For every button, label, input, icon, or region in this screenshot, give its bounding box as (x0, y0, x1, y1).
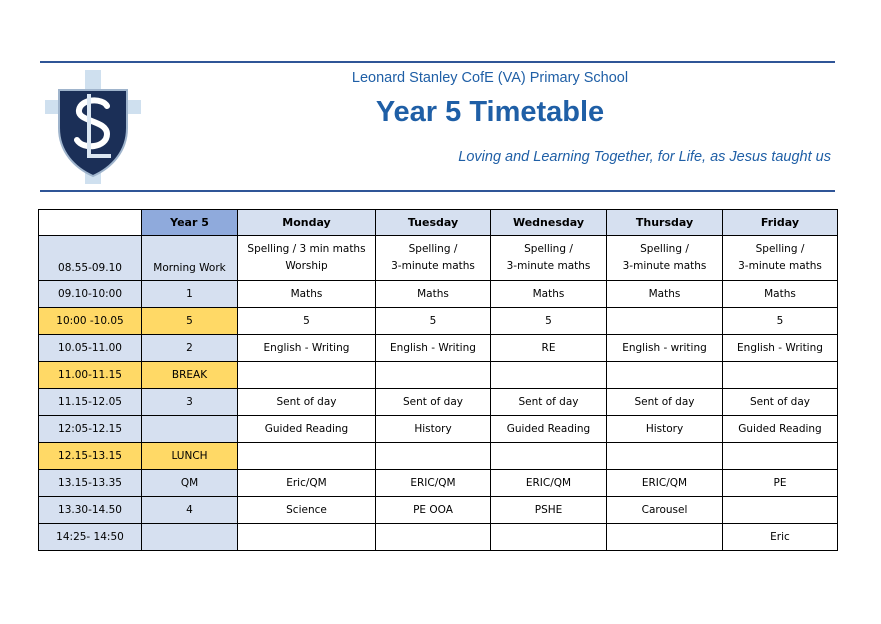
header-top-rule (40, 61, 835, 63)
cell-monday: Spelling / 3 min maths Worship (238, 236, 376, 281)
cell-tuesday: Sent of day (376, 389, 491, 416)
column-header-time (39, 210, 142, 236)
table-row (39, 524, 838, 551)
time-cell: 12.15-13.15 (39, 443, 142, 470)
cell-wednesday: ERIC/QM (491, 470, 607, 497)
cell-wednesday (491, 362, 607, 389)
cell-friday: Eric (723, 524, 838, 551)
cell-friday: English - Writing (723, 335, 838, 362)
cell-tuesday: Spelling / 3-minute maths (376, 236, 491, 281)
cell-friday: PE (723, 470, 838, 497)
table-row (39, 281, 838, 308)
cell-thursday: Spelling / 3-minute maths (607, 236, 723, 281)
time-cell: 12:05-12.15 (39, 416, 142, 443)
cell-monday (238, 362, 376, 389)
cell-thursday: ERIC/QM (607, 470, 723, 497)
cell-thursday (607, 524, 723, 551)
table-row (39, 416, 838, 443)
cell-monday: Eric/QM (238, 470, 376, 497)
cell-monday: Maths (238, 281, 376, 308)
cell-tuesday (376, 443, 491, 470)
table-row (39, 389, 838, 416)
cell-thursday (607, 362, 723, 389)
cell-thursday: Maths (607, 281, 723, 308)
cell-wednesday: Guided Reading (491, 416, 607, 443)
session-cell (142, 416, 238, 443)
header-bottom-rule (40, 190, 835, 192)
cell-thursday: Sent of day (607, 389, 723, 416)
cell-wednesday: 5 (491, 308, 607, 335)
cell-tuesday (376, 362, 491, 389)
cell-friday (723, 497, 838, 524)
cell-wednesday: Sent of day (491, 389, 607, 416)
cell-thursday (607, 443, 723, 470)
cell-thursday: English - writing (607, 335, 723, 362)
cell-tuesday: Maths (376, 281, 491, 308)
cell-tuesday: History (376, 416, 491, 443)
cell-thursday: History (607, 416, 723, 443)
column-header-friday: Friday (723, 210, 838, 236)
column-header-wednesday: Wednesday (491, 210, 607, 236)
cell-monday (238, 443, 376, 470)
cell-wednesday: Spelling / 3-minute maths (491, 236, 607, 281)
cell-tuesday: ERIC/QM (376, 470, 491, 497)
cell-friday (723, 443, 838, 470)
cell-thursday: Carousel (607, 497, 723, 524)
session-cell: LUNCH (142, 443, 238, 470)
table-row (39, 335, 838, 362)
cell-thursday (607, 308, 723, 335)
session-cell: QM (142, 470, 238, 497)
session-cell: BREAK (142, 362, 238, 389)
table-row (39, 308, 838, 335)
cell-tuesday (376, 524, 491, 551)
timetable-header-row (39, 210, 838, 236)
cell-friday: Maths (723, 281, 838, 308)
column-header-monday: Monday (238, 210, 376, 236)
cell-monday: Sent of day (238, 389, 376, 416)
time-cell: 09.10-10:00 (39, 281, 142, 308)
school-name: Leonard Stanley CofE (VA) Primary School (351, 70, 629, 86)
table-row (39, 362, 838, 389)
cell-monday: 5 (238, 308, 376, 335)
cell-friday: 5 (723, 308, 838, 335)
cell-friday (723, 362, 838, 389)
column-header-tuesday: Tuesday (376, 210, 491, 236)
session-cell: Morning Work (142, 236, 238, 281)
cell-tuesday: 5 (376, 308, 491, 335)
cell-friday: Spelling / 3-minute maths (723, 236, 838, 281)
cell-wednesday: RE (491, 335, 607, 362)
column-header-thursday: Thursday (607, 210, 723, 236)
table-row (39, 236, 838, 281)
time-cell: 13.15-13.35 (39, 470, 142, 497)
timetable (38, 209, 838, 551)
time-cell: 11.15-12.05 (39, 389, 142, 416)
time-cell: 08.55-09.10 (39, 236, 142, 281)
cell-friday: Guided Reading (723, 416, 838, 443)
cell-monday: English - Writing (238, 335, 376, 362)
table-row (39, 443, 838, 470)
time-cell: 13.30-14.50 (39, 497, 142, 524)
session-cell: 1 (142, 281, 238, 308)
cell-wednesday: Maths (491, 281, 607, 308)
cell-tuesday: English - Writing (376, 335, 491, 362)
column-header-year: Year 5 (142, 210, 238, 236)
session-cell (142, 524, 238, 551)
page-title: Year 5 Timetable (375, 96, 605, 128)
cell-monday (238, 524, 376, 551)
session-cell: 4 (142, 497, 238, 524)
time-cell: 10.05-11.00 (39, 335, 142, 362)
school-crest-logo (45, 70, 141, 184)
time-cell: 14:25- 14:50 (39, 524, 142, 551)
school-motto: Loving and Learning Together, for Life, as Jesus taught us (458, 149, 831, 165)
cell-wednesday (491, 524, 607, 551)
table-row (39, 497, 838, 524)
cell-tuesday: PE OOA (376, 497, 491, 524)
session-cell: 2 (142, 335, 238, 362)
time-cell: 10:00 -10.05 (39, 308, 142, 335)
cell-wednesday (491, 443, 607, 470)
cell-monday: Science (238, 497, 376, 524)
table-row (39, 470, 838, 497)
cell-monday: Guided Reading (238, 416, 376, 443)
session-cell: 3 (142, 389, 238, 416)
cell-wednesday: PSHE (491, 497, 607, 524)
cell-friday: Sent of day (723, 389, 838, 416)
session-cell: 5 (142, 308, 238, 335)
time-cell: 11.00-11.15 (39, 362, 142, 389)
